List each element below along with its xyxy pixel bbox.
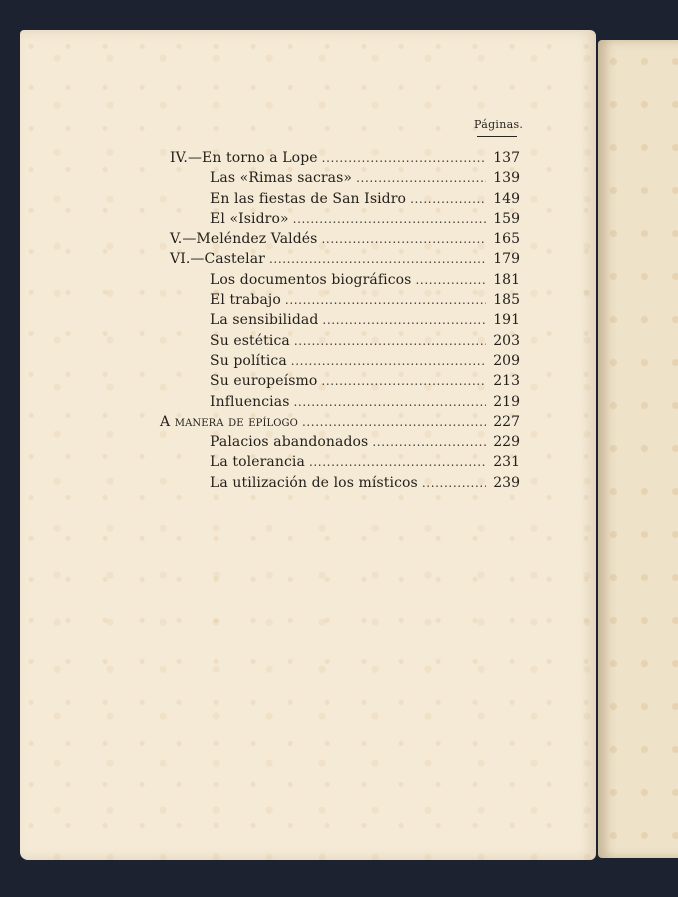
toc-entry-page-number: 159 [493,210,520,227]
toc-entry-title: Palacios abandonados [210,434,369,451]
header-underline [477,136,517,137]
dot-leader [309,452,486,472]
toc-entry [160,473,520,493]
facing-page [598,40,678,858]
toc-entry-title: Su europeísmo [210,373,318,390]
toc-entry [160,290,520,310]
toc-entry-title: La tolerancia [210,454,305,471]
toc-entry-page-number: 227 [493,413,520,430]
toc-entry [160,310,520,330]
toc-entry [160,249,520,269]
dot-leader [356,168,486,188]
dot-leader [321,229,486,249]
toc-entry [160,168,520,188]
toc-entry-title: Los documentos biográficos [210,271,412,288]
pages-column-header: Páginas. [474,118,524,131]
toc-entry-title: Su política [210,352,287,369]
toc-entry-title: A manera de epílogo [160,413,298,430]
toc-entry [160,229,520,249]
table-of-contents [160,148,520,493]
dot-leader [291,351,486,371]
toc-entry [160,452,520,472]
dot-leader [293,392,486,412]
toc-entry-title: En las fiestas de San Isidro [210,190,407,207]
toc-entry-page-number: 149 [493,190,520,207]
toc-entry [160,351,520,371]
toc-entry-page-number: 231 [493,454,520,471]
dot-leader [293,209,486,229]
toc-entry [160,392,520,412]
dot-leader [322,310,486,330]
toc-entry-page-number: 165 [493,231,520,248]
toc-entry-page-number: 203 [493,332,520,349]
toc-entry-title: El «Isidro» [210,210,289,227]
toc-entry [160,371,520,391]
dot-leader [321,371,486,391]
toc-entry [160,189,520,209]
toc-entry-page-number: 239 [493,474,520,491]
toc-entry-title: El trabajo [210,292,281,309]
toc-entry-page-number: 209 [493,352,520,369]
toc-entry [160,412,520,432]
dot-leader [422,473,486,493]
toc-entry-title: VI.—Castelar [170,251,265,268]
dot-leader [415,270,486,290]
toc-entry-page-number: 179 [493,251,520,268]
toc-entry-page-number: 219 [493,393,520,410]
dot-leader [322,148,486,168]
toc-entry [160,209,520,229]
toc-entry-title: V.—Meléndez Valdés [170,231,318,248]
toc-entry-page-number: 229 [493,434,520,451]
toc-entry-title: Influencias [210,393,290,410]
dot-leader [269,249,486,269]
toc-entry-page-number: 185 [493,292,520,309]
dot-leader [302,412,486,432]
toc-entry-title: La utilización de los místicos [210,474,418,491]
dot-leader [410,189,486,209]
toc-entry-page-number: 191 [493,312,520,329]
toc-entry-title: La sensibilidad [210,312,319,329]
toc-entry [160,148,520,168]
dot-leader [294,331,486,351]
toc-entry-title: Las «Rimas sacras» [210,170,353,187]
dot-leader [285,290,486,310]
toc-entry-title: IV.—En torno a Lope [170,150,318,166]
toc-entry-page-number: 213 [493,373,520,390]
toc-entry-page-number: 137 [493,150,520,166]
dot-leader [372,432,486,452]
toc-entry-page-number: 139 [493,170,520,187]
toc-entry [160,331,520,351]
toc-entry [160,432,520,452]
toc-entry-title: Su estética [210,332,290,349]
toc-entry [160,270,520,290]
toc-entry-page-number: 181 [493,271,520,288]
